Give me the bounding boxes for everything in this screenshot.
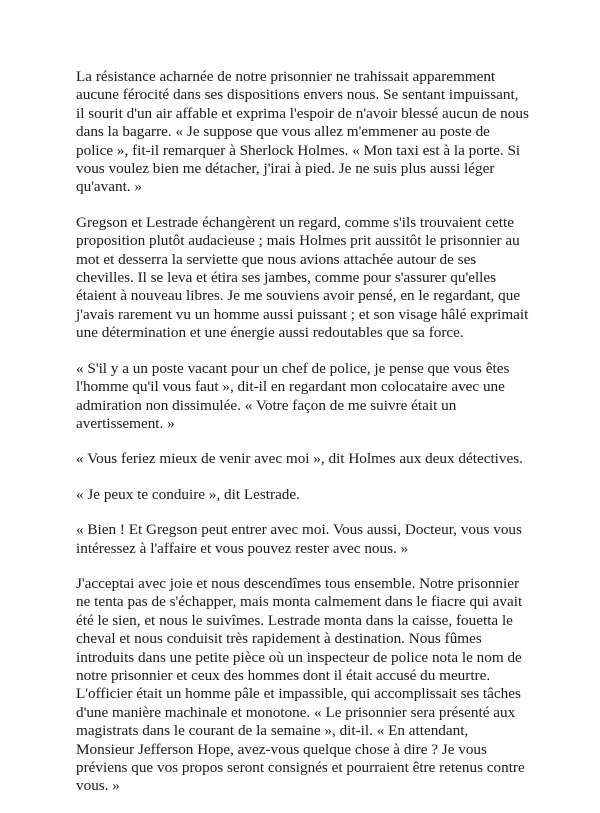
document-page — [76, 68, 530, 813]
paragraph-3: « S'il y a un poste vacant pour un chef de police, je pense que vous êtes l'homme qu'il vous faut », dit-il en regardant mon colocataire avec une admiration non dissimulée. « Votre façon de me suivre était un avertissement. » — [76, 359, 510, 432]
paragraph-5: « Je peux te conduire », dit Lestrade. — [76, 485, 300, 503]
paragraph-2: Gregson et Lestrade échangèrent un regard, comme s'ils trouvaient cette proposition plutôt audacieuse ; mais Holmes prit aussitôt le prisonnier au mot et desserra la serviette que nous avions attachée autour de ses chevilles. Il se leva et étira ses jambes, comme pour s'assurer qu'elles étaient à nouveau libres. Je me souviens avoir pensé, en le regardant, que j'avais rarement vu un homme aussi puissant ; et son visage hâlé exprimait une détermination et une énergie aussi redoutables que sa force. — [76, 213, 529, 342]
paragraph-6: « Bien ! Et Gregson peut entrer avec moi. Vous aussi, Docteur, vous vous intéressez à l'affaire et vous pouvez rester avec nous. » — [76, 521, 522, 557]
paragraph-1: La résistance acharnée de notre prisonnier ne trahissait apparemment aucune férocité dans ses dispositions envers nous. Se sentant impuissant, il sourit d'un air affable et exprima l'espoir de n'avoir blessé aucun de nous dans la bagarre. « Je suppose que vous allez m'emmener au poste de police », fit-il remarquer à Sherlock Holmes. « Mon taxi est à la porte. Si vous voulez bien me détacher, j'irai à pied. Je ne suis plus aussi léger qu'avant. » — [76, 68, 529, 196]
paragraph-4: « Vous feriez mieux de venir avec moi », dit Holmes aux deux détectives. — [76, 450, 523, 468]
paragraph-7: J'acceptai avec joie et nous descendîmes tous ensemble. Notre prisonnier ne tenta pas de s'échapper, mais monta calmement dans le fiacre qui avait été le sien, et nous le suivîmes. Lestrade monta dans la caisse, fouetta le cheval et nous conduisit très rapidement à destination. Nous fûmes introduits dans une petite pièce où un inspecteur de police nota le nom de notre prisonnier et ceux des hommes dont il était accusé du meurtre. L'officier était un homme pâle et impassible, qui accomplissait ses tâches d'une manière machinale et monotone. « Le prisonnier sera présenté aux magistrats dans le courant de la semaine », dit-il. « En attendant, Monsieur Jefferson Hope, avez-vous quelque chose à dire ? Je vous préviens que vos propos seront consignés et pourraient être retenus contre vous. » — [76, 574, 525, 795]
